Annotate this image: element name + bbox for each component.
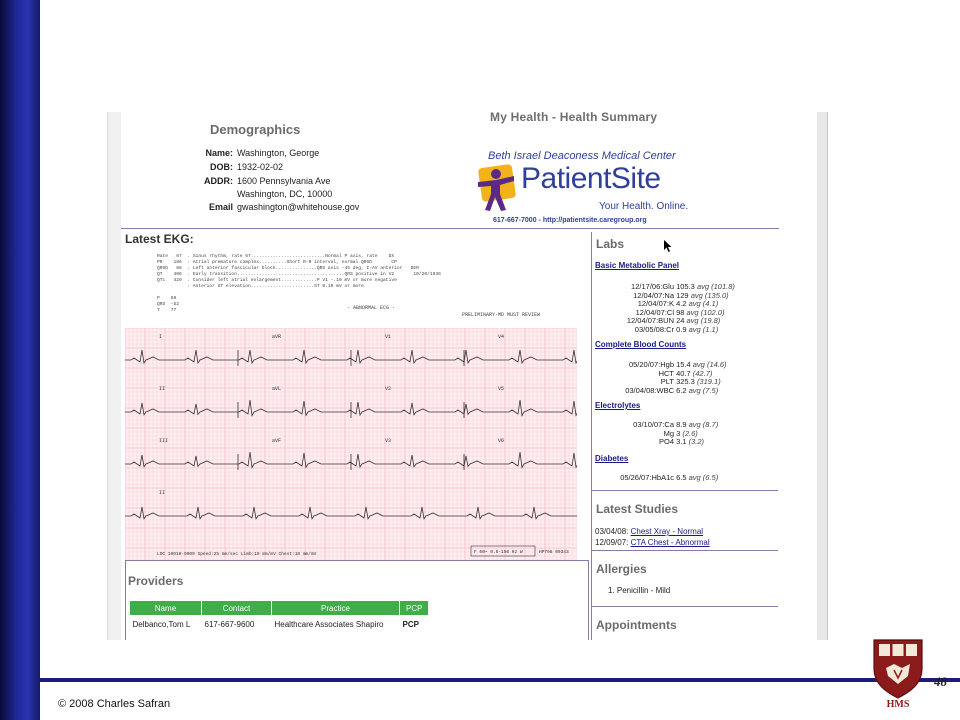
ekg-lead-label: V3	[385, 438, 392, 444]
ekg-lead-label: aVR	[272, 334, 282, 340]
lab-result-row: PLT 325.3 (319.1)	[660, 377, 721, 387]
ekg-lead-label: V6	[498, 438, 505, 444]
brand-contact: 617-667-7000 - http://patientsite.caregroup.org	[493, 217, 647, 224]
lab-group-bmp-link[interactable]: Basic Metabolic Panel	[595, 261, 680, 270]
lab-result-row: 03/04/08:WBC 6.2 avg (7.5)	[625, 385, 719, 395]
demographics-name-row: Name: Washington, George	[205, 148, 320, 158]
demographics-dob-row: DOB: 1932-02-02	[210, 162, 284, 172]
demographics-title: Demographics	[210, 122, 301, 137]
screenshot-left-edge	[108, 112, 121, 640]
ekg-preliminary-label: PRELIMINARY-MD MUST REVIEW	[462, 312, 541, 318]
labs-divider	[592, 490, 778, 491]
provider-contact: 617-667-9600	[204, 620, 255, 629]
ekg-lead-label: V4	[498, 334, 505, 340]
provider-practice: Healthcare Associates Shapiro	[274, 620, 384, 629]
labs-title: Labs	[596, 237, 625, 251]
providers-title: Providers	[128, 574, 184, 588]
ekg-filter: F 60~ 0.5-150 Hz W	[474, 550, 523, 555]
ekg-lead-label: V2	[385, 386, 392, 392]
mouse-cursor-icon	[664, 240, 672, 252]
patientsite-figure-icon	[470, 162, 522, 214]
slide-left-bar	[0, 0, 40, 720]
providers-col-practice[interactable]: Practice	[272, 601, 400, 616]
studies-divider	[592, 550, 778, 551]
allergy-item: 1. Penicillin - Mild	[608, 586, 671, 595]
ekg-lead-label: III	[159, 438, 169, 444]
studies-title: Latest Studies	[596, 502, 679, 516]
demographics-addr2-row: Washington, DC, 10000	[237, 189, 333, 199]
lab-result-row: 12/17/06:Glu 105.3 avg (101.8)	[631, 282, 735, 291]
ekg-abnormal-label: - ABNORMAL ECG -	[347, 305, 396, 311]
study-item: 03/04/08: Chest Xray - Normal	[595, 527, 704, 536]
header-divider	[121, 228, 779, 229]
lab-group-cbc-link[interactable]: Complete Blood Counts	[595, 340, 687, 349]
providers-col-pcp[interactable]: PCP	[400, 601, 429, 616]
screenshot-right-edge	[817, 112, 827, 640]
lab-result-row: 12/04/07:Cl 98 avg (102.0)	[635, 307, 725, 317]
right-column	[591, 232, 777, 640]
slide-bottom-rule	[40, 678, 960, 682]
ekg-lead-label: V5	[498, 386, 505, 392]
lab-result-row: HCT 40.7 (42.7)	[658, 368, 713, 378]
ekg-lead-label: aVF	[272, 438, 282, 444]
ekg-title: Latest EKG:	[125, 232, 194, 246]
lab-result-row: 12/04/07:K 4.2 avg (4.1)	[637, 299, 719, 309]
study-link-chest-xray[interactable]: Chest Xray - Normal	[630, 527, 704, 536]
ekg-image	[125, 248, 577, 560]
patientsite-logo-text: PatientSite	[521, 162, 661, 195]
provider-pcp: PCP	[402, 620, 419, 629]
copyright-text: © 2008 Charles Safran	[58, 698, 171, 710]
page-header: My Health - Health Summary	[490, 112, 658, 124]
allergies-divider	[592, 606, 778, 607]
provider-name: Delbanco,Tom L	[132, 620, 191, 629]
lab-result-row: 05/20/07:Hgb 15.4 avg (14.6)	[628, 360, 727, 369]
providers-col-contact[interactable]: Contact	[202, 601, 272, 616]
ekg-lead-label: aVL	[272, 386, 282, 392]
ekg-footer: LOC 10010-0000 Speed:25 mm/sec Limb:10 mm/mV Chest:10 mm/mV	[157, 552, 317, 557]
ekg-lead-label: I	[159, 334, 163, 340]
demographics-addr-row: ADDR: 1600 Pennsylvania Ave	[204, 176, 331, 186]
lab-result-row: 05/26/07:HbA1c 6.5 avg (6.5)	[620, 473, 719, 482]
patientsite-screenshot	[107, 112, 828, 640]
table-row[interactable]	[130, 616, 429, 634]
slide-number: 48	[934, 674, 947, 689]
brand-tagline: Your Health. Online.	[599, 201, 689, 212]
appointments-title: Appointments	[596, 618, 677, 632]
lab-result-row: 12/04/07:BUN 24 avg (19.8)	[626, 316, 721, 326]
lab-result-row: 12/04/07:Na 129 avg (135.0)	[633, 290, 729, 300]
study-link-cta-chest[interactable]: CTA Chest - Abnormal	[630, 538, 710, 547]
ekg-lead-label: II	[159, 386, 166, 392]
providers-table	[129, 600, 429, 633]
hms-shield-logo	[870, 634, 926, 710]
ekg-lead-label: II	[159, 490, 166, 496]
lab-group-diabetes-link[interactable]: Diabetes	[595, 454, 629, 463]
lab-result-row: 03/10/07:Ca 8.9 avg (8.7)	[633, 420, 719, 429]
institution-name: Beth Israel Deaconess Medical Center	[488, 150, 676, 162]
demographics-email-row: Email gwashington@whitehouse.gov	[208, 202, 360, 212]
ekg-device: HP708 00343	[539, 550, 569, 555]
lab-result-row: Mg 3 (2.6)	[663, 428, 698, 438]
lab-group-electrolytes-link[interactable]: Electrolytes	[595, 401, 641, 410]
ekg-lead-label: V1	[385, 334, 392, 340]
lab-result-row: 03/05/08:Cr 0.9 avg (1.1)	[634, 325, 719, 334]
ekg-measurements: Rate 67 . Sinus rhythm, rate 67...........................Normal P axis, rate DX PR 186 . Atrial premature complex..........Short R-R interval, normal QRSD CP QRSD 88 . Left anterior fascicular block...............QRS axis -45 deg, I-AV anterior DER QT 406 . Early transition.......................................QRS positive in V2 10/20/1936 QTc 429 . Consider left atrial enlargement.............P V1 -.10 mV or more negative . Anterior ST elevation.......................ST 0.10 mV or more P 69 QRS -52 T 77	[157, 254, 441, 313]
study-item: 12/09/07: CTA Chest - Abnormal	[595, 538, 710, 547]
hms-logo-text: HMS	[886, 699, 910, 710]
allergies-title: Allergies	[596, 562, 647, 576]
ekg-tracing	[125, 328, 577, 560]
providers-col-name[interactable]: Name	[130, 601, 202, 616]
lab-result-row: PO4 3.1 (3.2)	[658, 437, 705, 447]
